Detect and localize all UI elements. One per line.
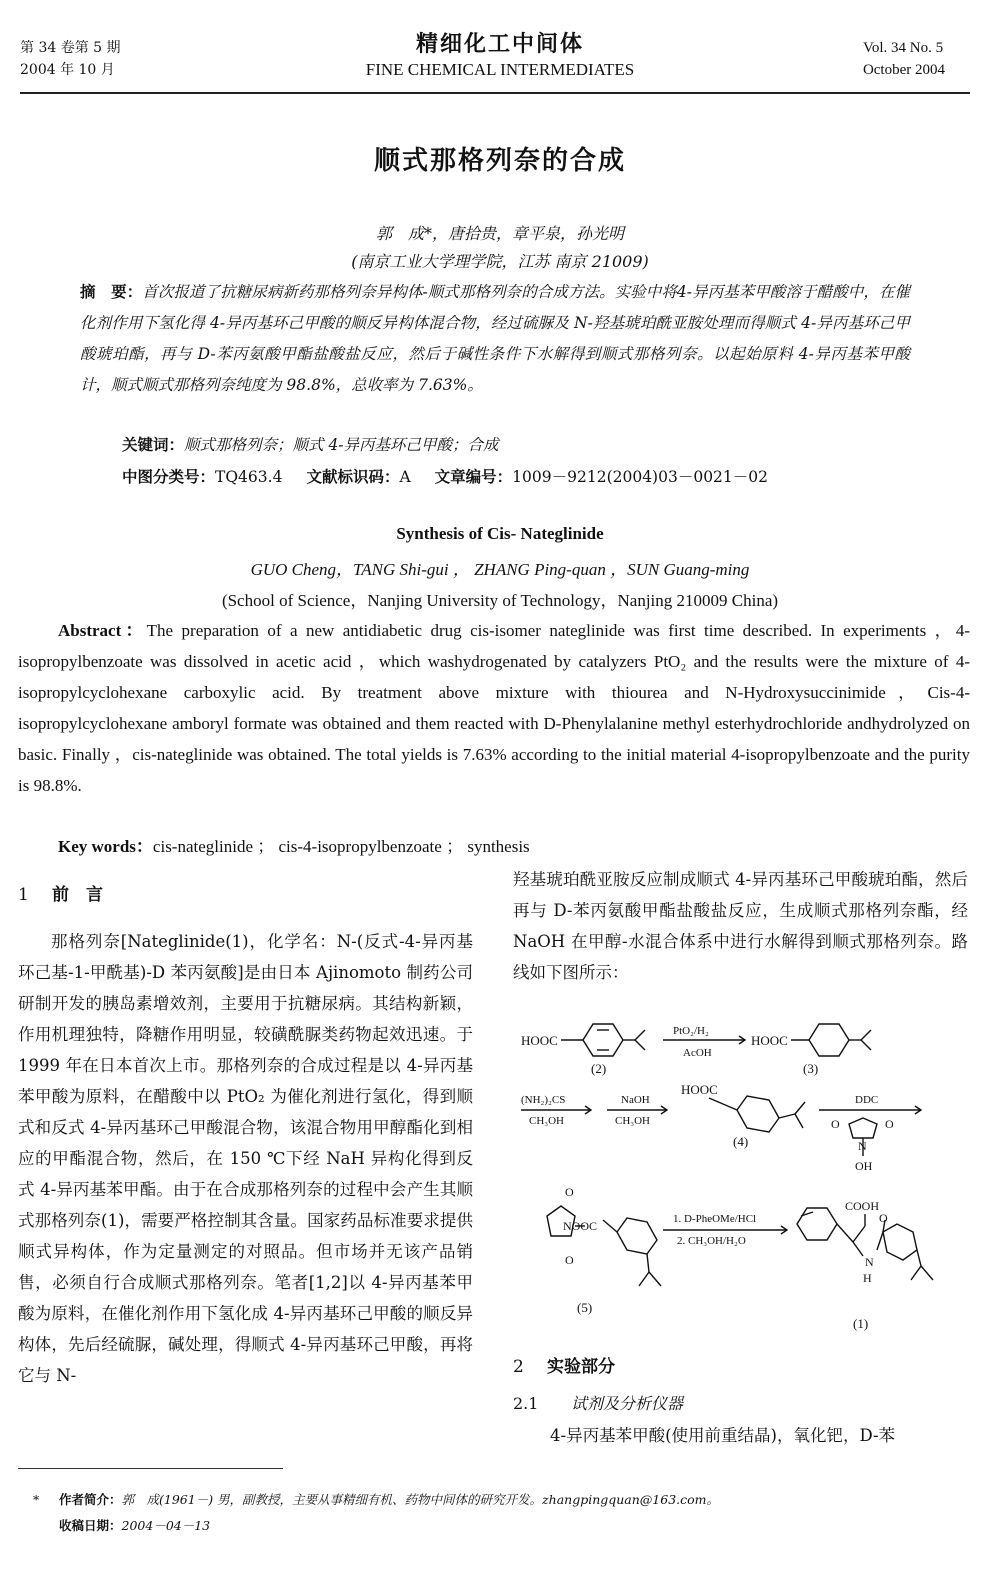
- scheme-label-3: (3): [803, 1061, 819, 1076]
- affiliation-cn: (南京工业大学理学院，江苏 南京 21009): [351, 252, 649, 271]
- scheme-ester-o1: O: [565, 1185, 574, 1199]
- scheme-nh-h: H: [863, 1271, 872, 1285]
- journal-title-en: FINE CHEMICAL INTERMEDIATES: [365, 60, 635, 79]
- footnote-rule: [18, 1468, 283, 1469]
- keywords-en-label: Key words：: [58, 837, 153, 856]
- reaction-scheme: [513, 1010, 973, 1340]
- scheme-reagent-2-bottom: CH₃OH: [529, 1115, 565, 1127]
- keywords-en-text: cis-nateglinide ； cis-4-isopropylbenzoate ； synthesis: [152, 837, 530, 856]
- authors-en: GUO Cheng，TANG Shi-gui ， ZHANG Ping-quan ，SUN Guang-ming: [250, 560, 750, 579]
- page-title: 顺式那格列奈的合成: [373, 146, 626, 176]
- footnote-author: [33, 1487, 720, 1513]
- abstract-en-label: Abstract：: [58, 621, 147, 640]
- clc-label: 中图分类号：: [122, 467, 216, 486]
- classification-line: [122, 462, 768, 492]
- footnote-author-text: 郭 成(1961－) 男，副教授，主要从事精细有机、药物中间体的研究开发。zhangpingquan@163.com。: [121, 1492, 720, 1507]
- scheme-ester-o2: O: [565, 1253, 574, 1267]
- section-1-body-left: 那格列奈[Nateglinide(1)，化学名：N-(反式-4-异丙基环己基-1-甲酰基)-D 苯丙氨酸]是由日本 Ajinomoto 制药公司研制开发的胰岛素增效剂，主要用于抗糖尿病。其结构新颖，作用机理独特，降糖作用明显，较磺酰脲类药物起效迅速。于 1999 年在日本首次上市。那格列奈的合成过程是以 4-异丙基苯甲酸为原料，在醋酸中以 PtO₂ 为催化剂进行氢化，得到顺式和反式 4-异丙基环己甲酸混合物，该混合物用甲醇酯化到相应的甲酯混合物，然后，在 150 ℃下经 NaH 异构化得到反式 4-异丙基苯甲酯。由于在合成那格列奈的过程中会产生其顺式那格列奈(1)，需要严格控制其含量。国家药品标准要求提供顺式异构体，作为定量测定的对照品。但市场并无该产品销售，必须自行合成顺式那格列奈。笔者[1,2]以 4-异丙基苯甲酸为原料，在催化剂作用下氢化成 4-异丙基环己甲酸的顺反异构体，先后经硫脲，碱处理，得顺式 4-异丙基环己甲酸，再将它与 N-: [18, 932, 473, 1385]
- section-1-heading: [18, 880, 103, 905]
- scheme-cooh: COOH: [845, 1199, 880, 1213]
- issue-cn: 第 34 卷第 5 期: [20, 40, 121, 56]
- scheme-reagent-3-top: NaOH: [621, 1094, 650, 1106]
- section-1-title: 前 言: [52, 885, 103, 905]
- scheme-nhs-n: N: [858, 1139, 867, 1153]
- date-en: October 2004: [862, 62, 945, 78]
- scheme-ester-group: NOOC: [563, 1219, 598, 1233]
- keywords-en: [58, 832, 530, 862]
- article-no-label: 文章编号：: [434, 467, 513, 486]
- scheme-reagent-1-bottom: AcOH: [683, 1047, 712, 1059]
- section-2-heading: [513, 1352, 615, 1377]
- footnote-marker: *: [33, 1492, 40, 1507]
- scheme-reagent-1-top: PtO₂/H₂: [673, 1025, 709, 1037]
- scheme-reagent-5-top: 1. D-PheOMe/HCl: [673, 1213, 757, 1225]
- section-1-number: 1: [18, 885, 29, 905]
- scheme-reagent-5-bottom: 2. CH₃OH/H₂O: [677, 1235, 746, 1247]
- abstract-cn-label: 摘 要：: [80, 282, 143, 301]
- scheme-reagent-4-top: DDC: [855, 1094, 879, 1106]
- keywords-cn-label: 关键词：: [122, 435, 185, 454]
- section-2-title: 实验部分: [547, 1357, 615, 1377]
- header-rule: [20, 92, 970, 94]
- affiliation-en: (School of Science，Nanjing University of Technology，Nanjing 210009 China): [221, 591, 779, 610]
- scheme-hooc-2: HOOC: [521, 1033, 558, 1048]
- section-2-number: 2: [513, 1357, 524, 1377]
- footnote-author-label: 作者简介：: [59, 1492, 122, 1507]
- scheme-hooc-4: HOOC: [681, 1082, 718, 1097]
- scheme-nh-n: N: [865, 1255, 874, 1269]
- volume-en: Vol. 34 No. 5: [862, 40, 944, 56]
- section-1-body-right: 羟基琥珀酰亚胺反应制成顺式 4-异丙基环己甲酸琥珀酯，然后再与 D-苯丙氨酸甲酯盐酸盐反应，生成顺式那格列奈酯，经 NaOH 在甲醇-水混合体系中进行水解得到顺式那格列奈。路线如下图所示：: [513, 870, 968, 982]
- article-no-value: 1009－9212(2004)03－0021－02: [512, 468, 768, 486]
- clc-value: TQ463.4: [215, 468, 283, 486]
- abstract-en: [18, 615, 970, 801]
- doc-code-label: 文献标识码：: [306, 467, 400, 486]
- scheme-nhs-o1: O: [831, 1117, 840, 1131]
- scheme-reagent-2-top: (NH₂)₂CS: [521, 1094, 566, 1106]
- section-2-body: 4-异丙基苯甲酸(使用前重结晶)，氧化钯，D-苯: [550, 1426, 896, 1445]
- footnote-received: [45, 1513, 719, 1539]
- subsection-2-1-number: 2.1: [513, 1394, 539, 1413]
- keywords-cn-text: 顺式那格列奈；顺式 4-异丙基环己甲酸；合成: [184, 436, 499, 454]
- scheme-label-5: (5): [577, 1300, 593, 1315]
- footnote: [33, 1487, 720, 1539]
- footnote-received-text: 2004－04－13: [121, 1518, 211, 1533]
- scheme-label-2: (2): [591, 1061, 607, 1076]
- abstract-cn: [80, 276, 910, 401]
- keywords-cn: [122, 430, 499, 460]
- journal-header: [0, 30, 1000, 82]
- scheme-label-4: (4): [733, 1134, 749, 1149]
- doc-code-value: A: [399, 468, 411, 486]
- journal-title-cn: 精细化工中间体: [415, 31, 584, 57]
- scheme-reagent-3-bottom: CH₃OH: [615, 1115, 651, 1127]
- abstract-en-text: The preparation of a new antidiabetic drug cis-isomer nateglinide was first time described. In experiments ，4-isopropylbenzoate was dissolved in acetic acid ，which washydrogenated by catalyzers PtO₂ and the results were the mixture of 4-isopropylcyclohexane carboxylic acid. By treatment above mixture with thiourea and N-Hydroxysuccinimide，Cis-4-isopropylcyclohexane amboryl formate was obtained and them reacted with D-Phenylalanine methyl esterhydrochloride andhydrolyzed on basic. Finally ，cis-nateglinide was obtained. The total yields is 7.63% according to the initial material 4-isopropylbenzoate and the purity is 98.8%.: [18, 621, 970, 795]
- scheme-hooc-3: HOOC: [751, 1033, 788, 1048]
- scheme-label-1: (1): [853, 1316, 869, 1331]
- scheme-nhs-o2: O: [885, 1117, 894, 1131]
- footnote-received-label: 收稿日期：: [59, 1518, 122, 1533]
- header-right: [863, 37, 945, 81]
- authors-cn: 郭 成*，唐拾贵，章平泉，孙光明: [375, 224, 624, 243]
- subsection-2-1-heading: [513, 1391, 683, 1414]
- scheme-amide-o: O: [879, 1211, 888, 1225]
- subsection-2-1-title: 试剂及分析仪器: [571, 1394, 684, 1413]
- scheme-nhs-oh: OH: [855, 1159, 873, 1173]
- date-cn: 2004 年 10 月: [20, 62, 115, 78]
- abstract-cn-text: 首次报道了抗糖尿病新药那格列奈异构体-顺式那格列奈的合成方法。实验中将4-异丙基苯甲酸溶于醋酸中，在催化剂作用下氢化得 4-异丙基环己甲酸的顺反异构体混合物，经过硫脲及 N-羟基琥珀酰亚胺处理而得顺式 4-异丙基环己甲酸琥珀酯，再与 D-苯丙氨酸甲酯盐酸盐反应，然后于碱性条件下水解得到顺式那格列奈。以起始原料 4-异丙基苯甲酸计，顺式顺式那格列奈纯度为 98.8%，总收率为 7.63%。: [80, 283, 910, 394]
- title-en: Synthesis of Cis- Nateglinide: [396, 524, 604, 543]
